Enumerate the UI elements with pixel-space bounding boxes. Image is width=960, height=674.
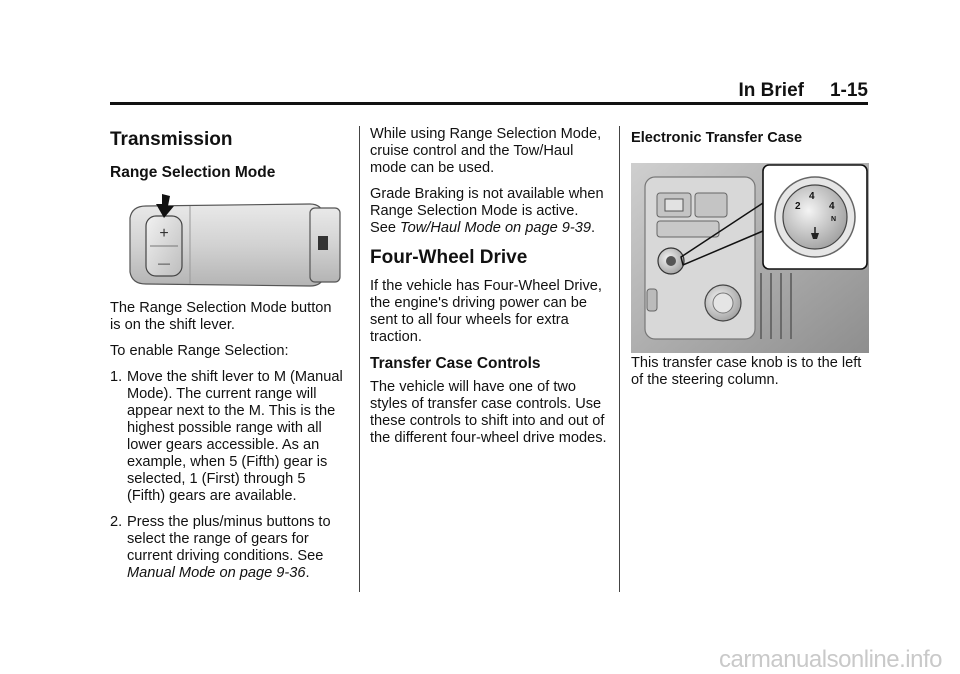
list-item: [110, 514, 346, 582]
subsection-title-range-selection: Range Selection Mode: [110, 164, 276, 181]
column-1: [110, 126, 346, 591]
step-number: 1.: [110, 369, 123, 385]
four-wheel-drive-text: If the vehicle has Four-Wheel Drive, the engine's driving power can be sent to all four wheels for extra traction.: [370, 278, 602, 345]
column-2: [370, 126, 608, 456]
step-number: 2.: [110, 514, 123, 530]
column-3: [631, 126, 869, 398]
grade-braking-tail: .: [590, 220, 596, 236]
page-footer: [0, 646, 960, 672]
knob-label-4-low: 4: [829, 201, 835, 212]
header-rule: [110, 102, 868, 105]
shift-lever-text: The Range Selection Mode button is on the shift lever.: [110, 300, 332, 333]
range-mode-cruise-text: While using Range Selection Mode, cruise control and the Tow/Haul mode can be used.: [370, 126, 602, 176]
header-section-title: In Brief: [738, 80, 804, 101]
transfer-case-text: The vehicle will have one of two styles of transfer case controls. Use these controls to shift into and out of the different four-wheel drive modes.: [370, 379, 607, 446]
tow-haul-link[interactable]: Tow/Haul Mode on page 9-39: [400, 220, 591, 236]
range-steps-list: [110, 369, 346, 582]
subsection-title-transfer-case: Transfer Case Controls: [370, 355, 541, 372]
grade-braking-body: Grade Braking is not available when Range Selection Mode is active. See: [370, 186, 604, 236]
knob-label-neutral: N: [831, 216, 837, 223]
step-text: Move the shift lever to M (Manual Mode). The current range will appear next to the M. This is the highest possible range with all lower gears accessible. As an example, when 5 (Fifth) gear is selected, 1 (First) through 5 (Fifth) gears are available.: [127, 369, 343, 504]
step-text: Press the plus/minus buttons to select the range of gears for current driving conditions. See: [127, 514, 331, 564]
column-divider-2: [619, 126, 620, 592]
enable-range-text: To enable Range Selection:: [110, 343, 289, 359]
column-divider-1: [359, 126, 360, 592]
section-title-transmission: Transmission: [110, 129, 233, 150]
watermark: carmanualsonline.info: [719, 646, 942, 673]
transfer-case-illustration: [631, 163, 869, 353]
knob-label-2: 2: [795, 201, 801, 212]
knob-label-4-high: 4: [809, 191, 815, 202]
figure-caption-electronic-transfer-case: Electronic Transfer Case: [631, 130, 803, 146]
grade-braking-text: [370, 186, 608, 237]
list-item: [110, 369, 346, 505]
page-header: [110, 80, 868, 102]
header-page-number: 1-15: [829, 80, 868, 101]
plus-label: +: [159, 225, 169, 242]
minus-label: —: [158, 256, 170, 270]
manual-mode-link[interactable]: Manual Mode on page 9-36: [127, 565, 306, 581]
section-title-four-wheel-drive: Four-Wheel Drive: [370, 247, 528, 268]
step-tail: .: [305, 565, 310, 581]
shift-lever-illustration: [110, 192, 346, 288]
knob-location-text: This transfer case knob is to the left of the steering column.: [631, 355, 862, 388]
